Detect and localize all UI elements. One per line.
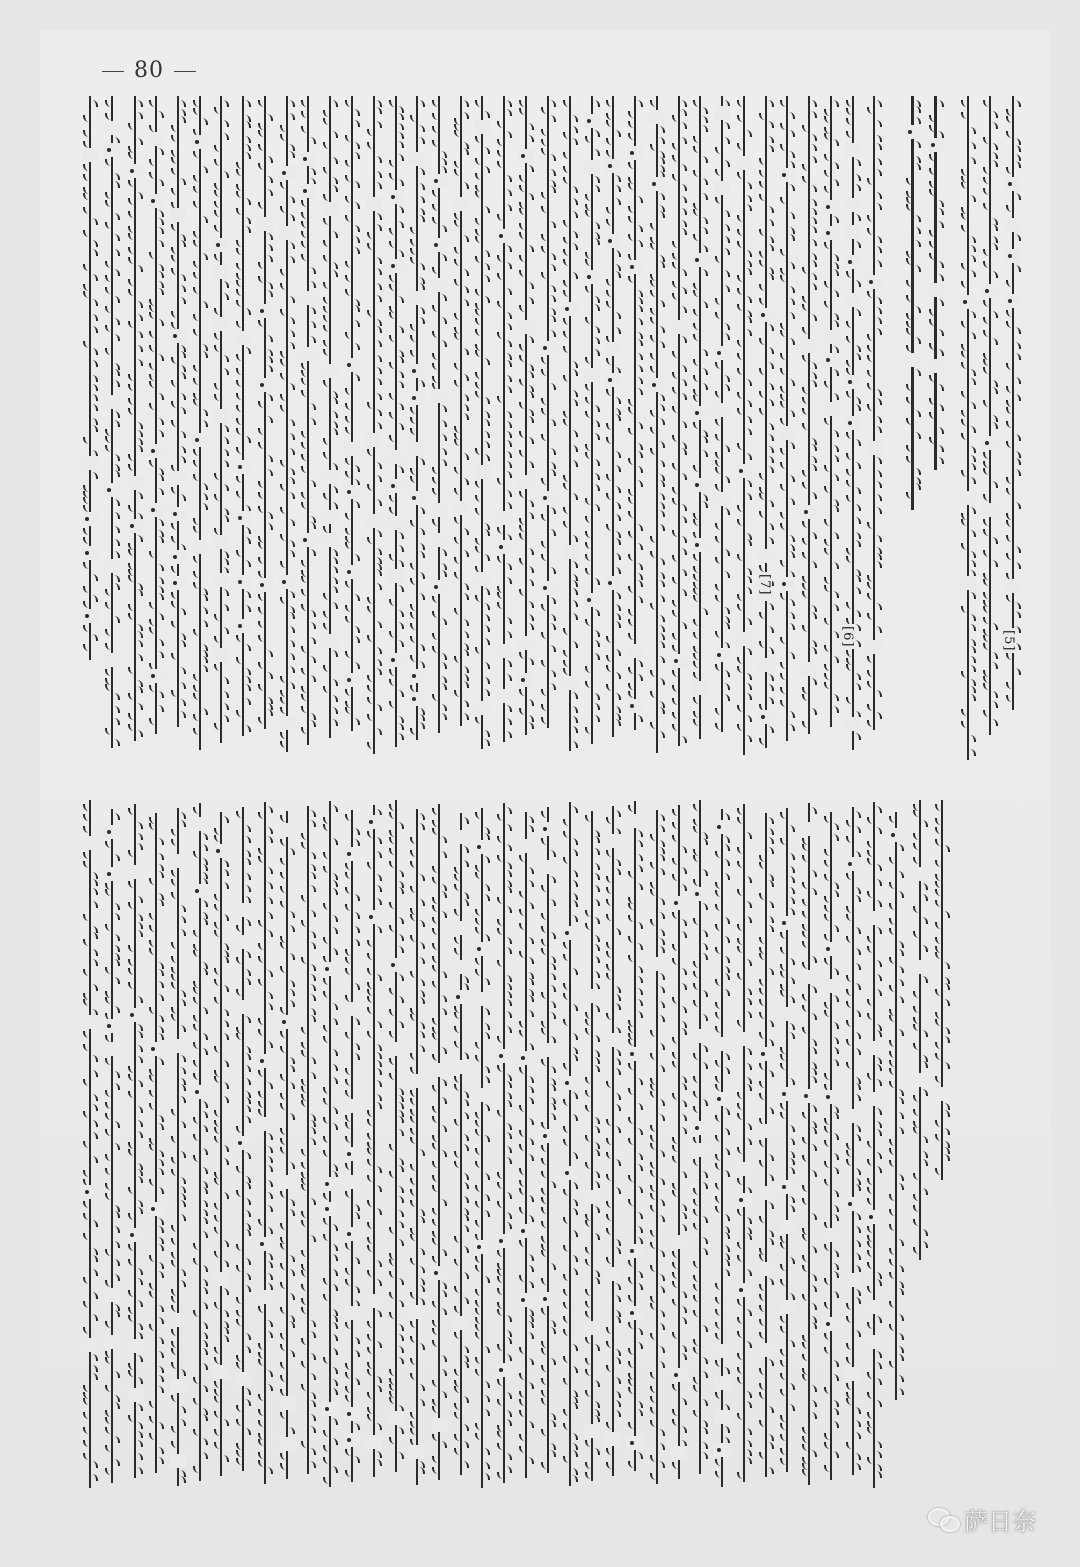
mongolian-text-column: [496, 803, 511, 1483]
mongolian-text-column: [104, 809, 119, 1483]
mongolian-text-column: [279, 811, 294, 1479]
mongolian-text-column: [692, 800, 707, 1474]
mongolian-text-column: [627, 801, 642, 1471]
page-number-text: 80: [134, 58, 164, 83]
mongolian-text-column: [257, 802, 272, 1484]
mongolian-text-column: [692, 96, 707, 739]
mongolian-text-column: [584, 96, 599, 744]
mongolian-text-column: [845, 807, 860, 1475]
mongolian-text-column: [905, 96, 920, 510]
mongolian-text-column: [934, 800, 949, 1180]
mongolian-text-column: [888, 812, 903, 1400]
mongolian-text-column: [912, 800, 927, 1260]
mongolian-text-column: [235, 807, 250, 1471]
watermark-text: 萨日奈: [964, 1508, 1036, 1536]
mongolian-text-column: [758, 813, 773, 1477]
mongolian-text-column: [823, 96, 838, 727]
mongolian-text-column: [344, 96, 359, 731]
mongolian-text-column: [801, 96, 816, 734]
mongolian-text-column: [235, 96, 250, 736]
mongolian-text-column: [148, 813, 163, 1473]
mongolian-text-column: [127, 804, 142, 1478]
mongolian-text-column: [192, 803, 207, 1481]
mongolian-text-column: [104, 96, 119, 748]
citation-5: [5]: [1001, 630, 1016, 652]
mongolian-text-column: [496, 96, 511, 742]
mongolian-text-column: [562, 802, 577, 1486]
mongolian-text-column: [213, 812, 228, 1476]
mongolian-text-column: [605, 806, 620, 1476]
mongolian-text-column: [671, 96, 686, 746]
mongolian-text-column: [322, 96, 337, 738]
mongolian-text-column: [453, 96, 468, 726]
mongolian-text-column: [409, 96, 424, 740]
mongolian-text-column: [279, 96, 294, 752]
mongolian-text-column: [736, 804, 751, 1482]
mongolian-text-column: [431, 96, 446, 733]
mongolian-text-column: [845, 96, 860, 750]
mongolian-text-column: [409, 809, 424, 1485]
citation-6: [6]: [840, 626, 855, 648]
mongolian-text-column: [170, 96, 185, 727]
mongolian-text-column: [192, 96, 207, 750]
citation-7: [7]: [757, 574, 772, 596]
mongolian-text-column: [649, 96, 664, 753]
mongolian-text-column: [627, 96, 642, 730]
mongolian-text-column: [82, 800, 97, 1488]
mongolian-text-column: [257, 96, 272, 729]
mongolian-text-column: [605, 96, 620, 737]
mongolian-text-column: [779, 808, 794, 1472]
mongolian-text-column: [960, 96, 975, 760]
mongolian-text-column: [928, 96, 943, 470]
mongolian-text-column: [540, 96, 555, 728]
mongolian-text-column: [584, 811, 599, 1481]
mongolian-text-column: [127, 96, 142, 741]
mongolian-text-column: [300, 96, 315, 745]
mongolian-text-column: [388, 96, 403, 747]
mongolian-text-column: [518, 96, 533, 735]
mongolian-text-column: [322, 801, 337, 1487]
mongolian-text-column: [540, 807, 555, 1473]
mongolian-text-column: [649, 810, 664, 1484]
mongolian-text-column: [758, 96, 773, 748]
mongolian-text-column: [866, 96, 881, 730]
mongolian-text-column: [431, 804, 446, 1480]
mongolian-text-column: [82, 96, 97, 660]
mongolian-text-column: [866, 802, 881, 1488]
mongolian-text-column: [474, 96, 489, 749]
mongolian-text-column: [982, 96, 997, 735]
watermark: [928, 1502, 1036, 1537]
mongolian-text-column: [453, 813, 468, 1475]
mongolian-text-column: [300, 806, 315, 1474]
mongolian-text-column: [823, 812, 838, 1480]
mongolian-text-column: [671, 805, 686, 1479]
mongolian-text-column: [801, 803, 816, 1485]
mongolian-text-column: [170, 808, 185, 1486]
mongolian-text-column: [388, 800, 403, 1472]
mongolian-text-column: [562, 96, 577, 751]
mongolian-text-column: [714, 809, 729, 1487]
mongolian-text-column: [213, 96, 228, 743]
mongolian-text-column: [736, 96, 751, 755]
mongolian-text-column: [344, 810, 359, 1482]
mongolian-text-column: [366, 805, 381, 1477]
mongolian-text-column: [1005, 96, 1020, 710]
wechat-bubbles-icon: [928, 1508, 958, 1532]
mongolian-text-column: [148, 96, 163, 734]
mongolian-text-column: [714, 96, 729, 732]
mongolian-text-column: [474, 808, 489, 1488]
mongolian-text-column: [518, 812, 533, 1478]
mongolian-text-column: [366, 96, 381, 754]
mongolian-text-column: [779, 96, 794, 741]
